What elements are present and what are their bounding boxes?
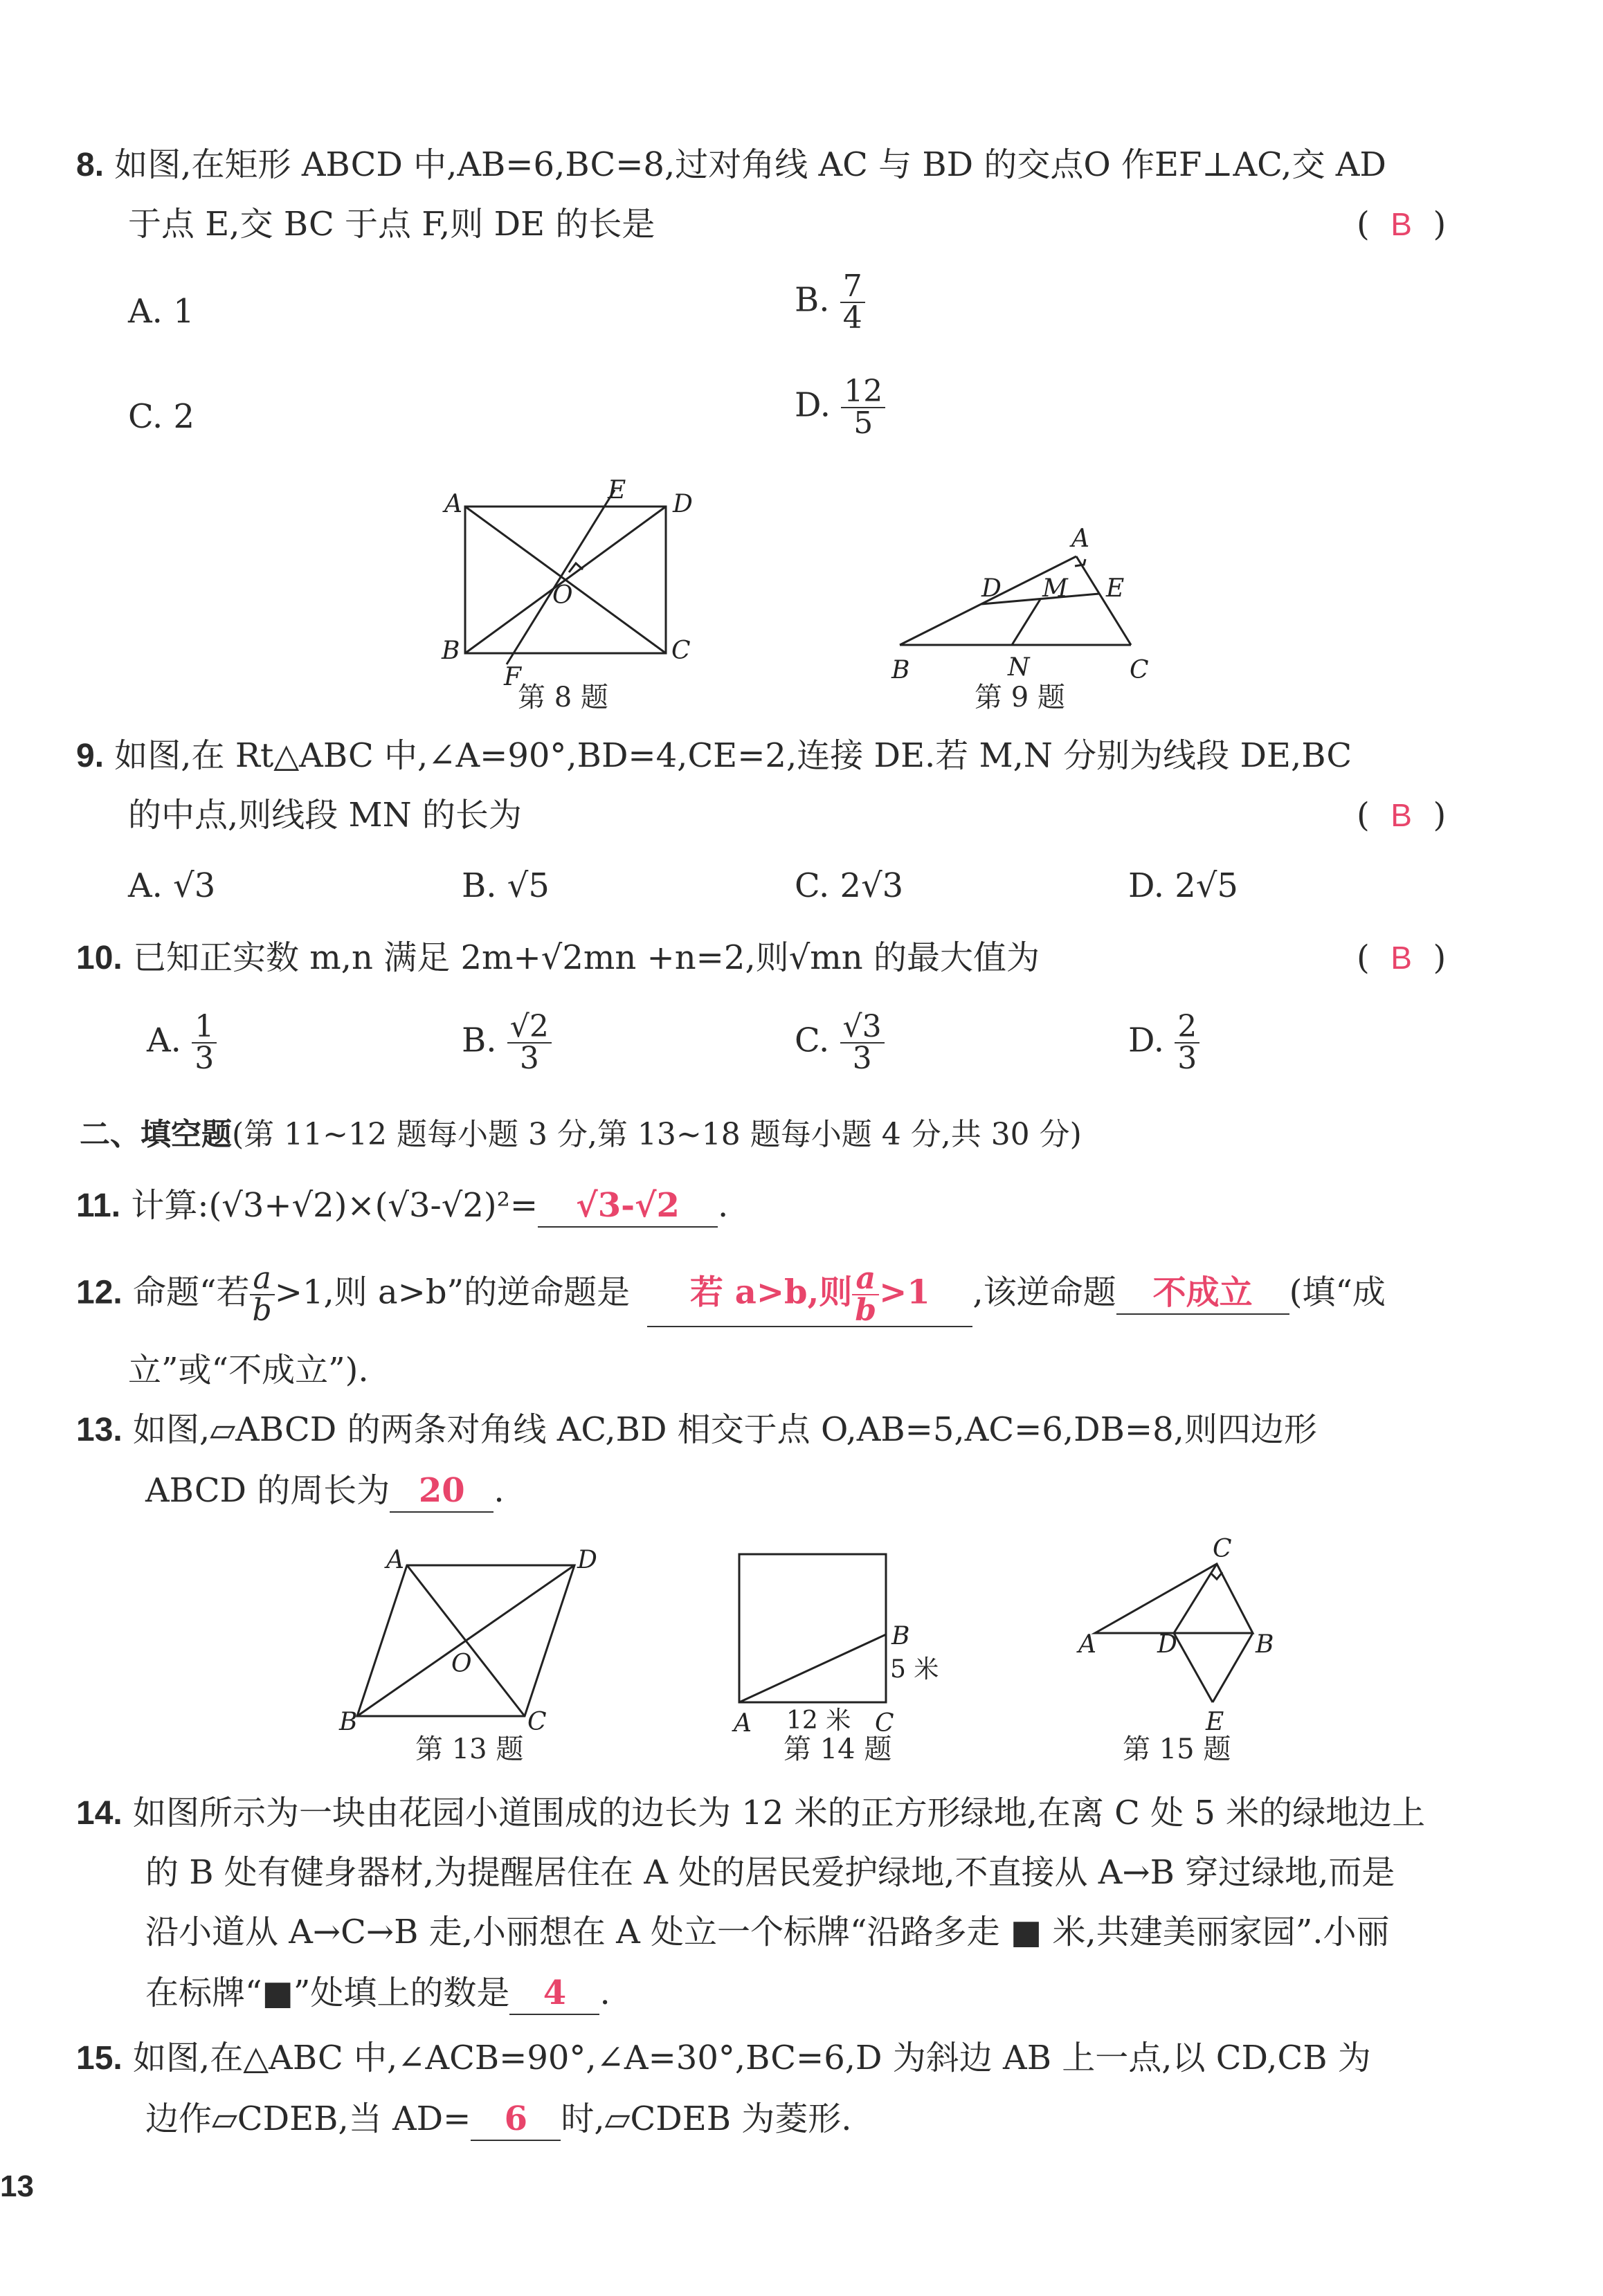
q14-text-4: 在标牌“■”处填上的数是 bbox=[145, 1974, 510, 2012]
q8-text-1: 如图,在矩形 ABCD 中,AB=6,BC=8,过对角线 AC 与 BD 的交点O 作EF⊥AC,交 AD bbox=[114, 145, 1386, 184]
q10-option-d bbox=[1128, 1009, 1199, 1076]
q8-answer-bracket: ( B ) bbox=[1357, 205, 1447, 244]
fraction-numerator: √2 bbox=[509, 1009, 549, 1044]
q8-option-b-fraction bbox=[840, 268, 865, 336]
q12-fraction bbox=[250, 1261, 275, 1328]
q14-line4 bbox=[145, 1972, 610, 2015]
fig14-length-12: 12 米 bbox=[786, 1706, 851, 1735]
q10-answer-bracket: ( B ) bbox=[1357, 938, 1447, 977]
q12-post: (填“成 bbox=[1289, 1273, 1386, 1312]
q14-end: . bbox=[599, 1974, 610, 2012]
section-2-note: (第 11~12 题每小题 3 分,第 13~18 题每小题 4 分,共 30 分) bbox=[232, 1117, 1082, 1152]
fig8-label-e: E bbox=[608, 477, 626, 504]
fraction-numerator: √3 bbox=[842, 1009, 882, 1044]
fraction-numerator: 7 bbox=[842, 268, 862, 304]
q13-end: . bbox=[493, 1471, 505, 1510]
fig13-label-b: B bbox=[339, 1708, 358, 1736]
fig14-label-b: B bbox=[891, 1622, 910, 1650]
q12-answer-fraction bbox=[852, 1261, 879, 1328]
q8-option-d bbox=[795, 376, 885, 439]
fig9-label-c: C bbox=[1130, 656, 1149, 684]
q12-number: 12. bbox=[76, 1274, 123, 1311]
q8-option-d-fraction bbox=[841, 376, 885, 439]
q10-option-c bbox=[795, 1009, 885, 1076]
figure-8 bbox=[429, 477, 706, 706]
q9-option-c: C. 2√3 bbox=[795, 866, 904, 905]
fig9-label-n: N bbox=[1008, 653, 1030, 682]
fig14-caption: 第 14 题 bbox=[784, 1733, 892, 1765]
q15-number: 15. bbox=[76, 2040, 123, 2077]
q11-blank bbox=[538, 1185, 718, 1228]
q10-option-c-fraction bbox=[840, 1009, 885, 1076]
q10-option-a bbox=[147, 1009, 217, 1076]
q15-blank bbox=[471, 2098, 561, 2141]
q9-answer-bracket: ( B ) bbox=[1357, 796, 1447, 835]
q10-option-c-label: C. bbox=[795, 1021, 830, 1060]
q10-option-d-label: D. bbox=[1128, 1021, 1165, 1060]
q12-line2: 立”或“不成立”). bbox=[128, 1351, 369, 1390]
figure-14 bbox=[720, 1536, 983, 1737]
fraction-denominator: b bbox=[250, 1294, 275, 1326]
q9-text-1: 如图,在 Rt△ABC 中,∠A=90°,BD=4,CE=2,连接 DE.若 M,N 分别为线段 DE,BC bbox=[114, 736, 1352, 775]
figure-15 bbox=[1066, 1529, 1301, 1737]
fraction-numerator: a bbox=[253, 1261, 271, 1296]
q8-option-a: A. 1 bbox=[128, 292, 194, 331]
q11-number: 11. bbox=[76, 1187, 121, 1224]
fraction-denominator: b bbox=[852, 1294, 879, 1326]
q12-blank-1 bbox=[647, 1261, 972, 1328]
q10-text: 已知正实数 m,n 满足 2m+√2mn +n=2,则√mn 的最大值为 bbox=[133, 938, 1040, 977]
fraction-denominator: 4 bbox=[840, 302, 865, 334]
q15-text-1: 如图,在△ABC 中,∠ACB=90°,∠A=30°,BC=6,D 为斜边 AB 上一点,以 CD,CB 为 bbox=[133, 2039, 1371, 2077]
q8-option-c: C. 2 bbox=[128, 397, 195, 436]
q12-line1 bbox=[76, 1261, 1386, 1328]
fig9-label-d: D bbox=[981, 574, 1002, 603]
q10-option-b-fraction bbox=[507, 1009, 552, 1076]
fraction-denominator: 3 bbox=[192, 1042, 217, 1074]
fig13-label-a: A bbox=[386, 1546, 404, 1574]
q13-answer: 20 bbox=[418, 1471, 465, 1510]
fraction-numerator: 2 bbox=[1177, 1009, 1197, 1044]
q13-number: 13. bbox=[76, 1412, 123, 1448]
q8-line2: 于点 E,交 BC 于点 F,则 DE 的长是 bbox=[128, 205, 655, 244]
fig15-label-d: D bbox=[1157, 1630, 1177, 1659]
q14-number: 14. bbox=[76, 1795, 123, 1832]
q12-blank-2 bbox=[1116, 1272, 1289, 1315]
fig8-label-f: F bbox=[504, 663, 521, 691]
q11-answer: √3-√2 bbox=[576, 1186, 680, 1225]
section-2-title: 二、填空题 bbox=[80, 1117, 232, 1152]
fig8-caption: 第 8 题 bbox=[518, 682, 608, 713]
q9-line1 bbox=[76, 735, 1352, 777]
q15-answer: 6 bbox=[504, 2099, 528, 2138]
fraction-numerator: a bbox=[855, 1261, 876, 1296]
q10-option-d-fraction bbox=[1175, 1009, 1199, 1076]
fig15-label-a: A bbox=[1078, 1630, 1096, 1659]
fig15-caption: 第 15 题 bbox=[1123, 1733, 1231, 1765]
fig14-label-c: C bbox=[875, 1709, 894, 1737]
q14-line3: 沿小道从 A→C→B 走,小丽想在 A 处立一个标牌“沿路多走 ■ 米,共建美丽家园”.小丽 bbox=[145, 1913, 1390, 1951]
fig8-label-b: B bbox=[442, 637, 460, 665]
q15-text-2: 边作▱CDEB,当 AD= bbox=[145, 2099, 471, 2138]
q10-line bbox=[76, 937, 1040, 979]
figure-9 bbox=[879, 519, 1170, 685]
fraction-denominator: 3 bbox=[1175, 1042, 1199, 1074]
fig9-caption: 第 9 题 bbox=[975, 682, 1065, 713]
q13-line2 bbox=[145, 1470, 505, 1513]
q14-answer: 4 bbox=[543, 1974, 567, 2012]
q12-pre: 命题“若 bbox=[133, 1273, 250, 1312]
fig9-label-m: M bbox=[1042, 574, 1068, 603]
fraction-denominator: 5 bbox=[841, 407, 885, 439]
q8-option-d-label: D. bbox=[795, 385, 831, 425]
q12-answer-2: 不成立 bbox=[1152, 1273, 1253, 1312]
fig13-label-c: C bbox=[527, 1708, 547, 1736]
q11-text: 计算:(√3+√2)×(√3-√2)²= bbox=[131, 1186, 538, 1225]
q14-line1 bbox=[76, 1792, 1425, 1834]
q12-mid: >1,则 a>b”的逆命题是 bbox=[274, 1273, 631, 1312]
q14-line2: 的 B 处有健身器材,为提醒居住在 A 处的居民爱护绿地,不直接从 A→B 穿过绿地,而是 bbox=[145, 1853, 1395, 1892]
q15-line1 bbox=[76, 2037, 1371, 2079]
q10-number: 10. bbox=[76, 940, 123, 976]
q8-answer: B bbox=[1391, 206, 1412, 242]
q9-answer: B bbox=[1391, 797, 1412, 833]
fig8-label-o: O bbox=[552, 581, 573, 610]
fig13-caption: 第 13 题 bbox=[415, 1733, 524, 1765]
fig9-label-e: E bbox=[1106, 574, 1125, 603]
fraction-denominator: 3 bbox=[840, 1042, 885, 1074]
fig8-label-c: C bbox=[671, 637, 691, 665]
q15-line2 bbox=[145, 2098, 852, 2141]
q14-blank bbox=[509, 1972, 599, 2015]
q10-option-a-label: A. bbox=[147, 1021, 181, 1060]
q10-option-b-label: B. bbox=[462, 1021, 497, 1060]
q13-text-2: ABCD 的周长为 bbox=[145, 1471, 390, 1510]
fig14-label-a: A bbox=[734, 1709, 752, 1737]
fig14-length-5: 5 米 bbox=[890, 1655, 939, 1684]
q9-option-b: B. √5 bbox=[462, 866, 550, 905]
q15-text-3: 时,▱CDEB 为菱形. bbox=[561, 2099, 852, 2138]
q9-option-d: D. 2√5 bbox=[1128, 866, 1238, 905]
q8-number: 8. bbox=[76, 147, 105, 183]
q11-end: . bbox=[718, 1186, 729, 1225]
q8-line1 bbox=[76, 144, 1386, 186]
fig9-label-a: A bbox=[1071, 525, 1089, 553]
fraction-numerator: 12 bbox=[844, 374, 883, 409]
fig8-label-d: D bbox=[673, 490, 693, 518]
q10-option-a-fraction bbox=[192, 1009, 217, 1076]
q9-number: 9. bbox=[76, 738, 105, 774]
fraction-numerator: 1 bbox=[194, 1009, 215, 1044]
q8-option-b-label: B. bbox=[795, 280, 830, 320]
fig13-label-d: D bbox=[577, 1546, 597, 1574]
q13-text-1: 如图,▱ABCD 的两条对角线 AC,BD 相交于点 O,AB=5,AC=6,DB=8,则四边形 bbox=[133, 1410, 1317, 1449]
q8-option-b bbox=[795, 268, 865, 336]
section-2-heading bbox=[80, 1114, 1082, 1156]
q12-mid2: ,该逆命题 bbox=[972, 1273, 1116, 1312]
fig9-label-b: B bbox=[891, 656, 910, 684]
fig15-label-e: E bbox=[1206, 1708, 1224, 1736]
fig15-label-c: C bbox=[1213, 1535, 1232, 1563]
q11-line bbox=[76, 1185, 728, 1228]
q13-blank bbox=[390, 1470, 493, 1513]
fig8-label-a: A bbox=[444, 490, 462, 518]
figure-13 bbox=[332, 1543, 609, 1737]
fraction-denominator: 3 bbox=[507, 1042, 552, 1074]
fig13-label-o: O bbox=[451, 1650, 472, 1678]
q12-answer-post: >1 bbox=[879, 1273, 930, 1312]
q10-answer: B bbox=[1391, 940, 1412, 976]
q9-line2: 的中点,则线段 MN 的长为 bbox=[128, 796, 522, 835]
q13-line1 bbox=[76, 1409, 1317, 1451]
q9-option-a: A. √3 bbox=[128, 866, 216, 905]
q10-option-b bbox=[462, 1009, 552, 1076]
page-number: 13 bbox=[0, 2169, 34, 2203]
q14-text-1: 如图所示为一块由花园小道围成的边长为 12 米的正方形绿地,在离 C 处 5 米的绿地边上 bbox=[133, 1794, 1426, 1832]
fig15-label-b: B bbox=[1256, 1630, 1274, 1659]
q12-answer-pre: 若 a>b,则 bbox=[690, 1273, 853, 1312]
